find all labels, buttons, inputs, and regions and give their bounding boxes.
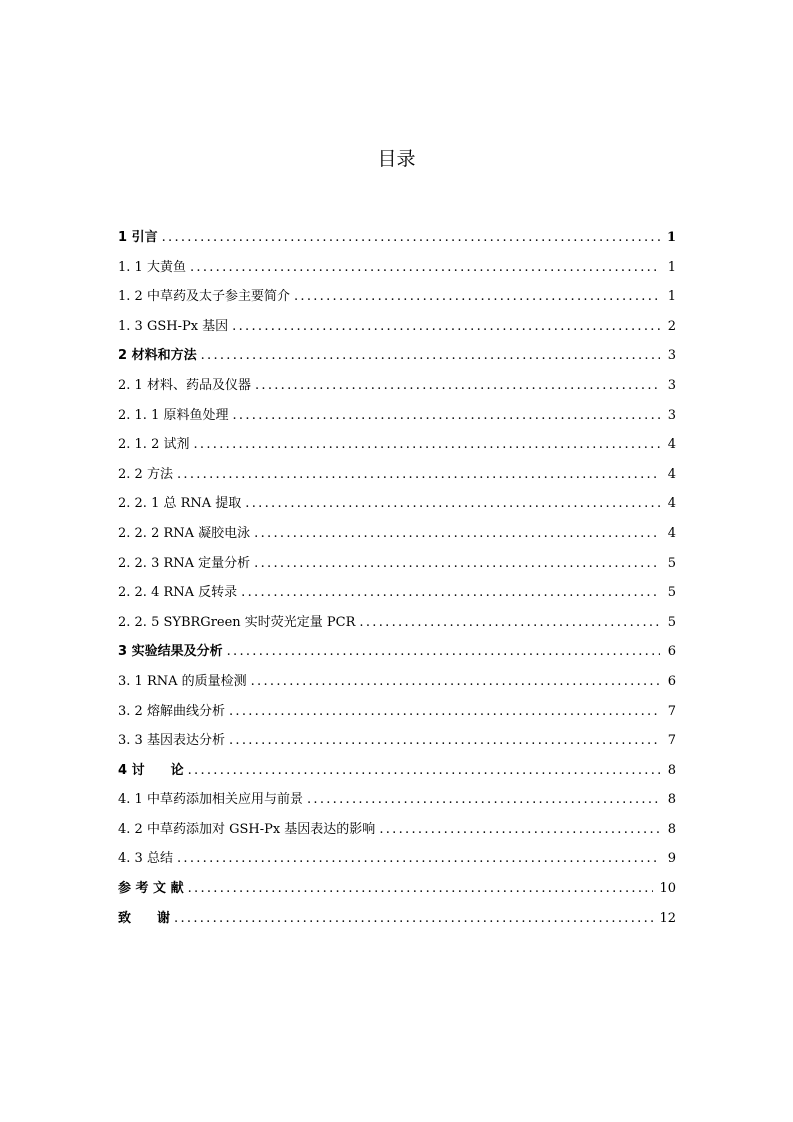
toc-entry-label: 1. 1 大黄鱼: [118, 259, 186, 275]
toc-dot-leader: [193, 434, 660, 456]
toc-entry[interactable]: [118, 760, 676, 790]
toc-entry[interactable]: [118, 612, 676, 642]
toc-entry-page-number: 4: [667, 466, 676, 482]
toc-entry[interactable]: [118, 789, 676, 819]
toc-entry[interactable]: [118, 375, 676, 405]
toc-dot-leader: [188, 760, 660, 782]
toc-entry-label: 2. 2. 4 RNA 反转录: [118, 585, 238, 601]
toc-entry-label: 4. 1 中草药添加相关应用与前景: [118, 792, 303, 808]
toc-entry[interactable]: [118, 819, 676, 849]
toc-entry-label: 4. 3 总结: [118, 851, 173, 867]
toc-entry-label: 2. 1. 1 原料鱼处理: [118, 407, 229, 423]
toc-entry-page-number: 3: [667, 348, 676, 364]
toc-entry[interactable]: [118, 316, 676, 346]
toc-entry[interactable]: [118, 345, 676, 375]
toc-dot-leader: [188, 878, 654, 900]
toc-entry-page-number: 8: [667, 762, 676, 778]
toc-dot-leader: [241, 582, 660, 604]
toc-entry[interactable]: [118, 878, 676, 908]
toc-entry-page-number: 5: [667, 585, 676, 601]
toc-dot-leader: [177, 464, 660, 486]
toc-entry[interactable]: [118, 641, 676, 671]
toc-entry-label: 1 引言: [118, 230, 158, 245]
toc-entry[interactable]: [118, 553, 676, 583]
toc-entry-label: 2 材料和方法: [118, 348, 197, 364]
toc-entry[interactable]: [118, 493, 676, 523]
toc-entry-page-number: 6: [667, 644, 676, 660]
toc-entry-label: 4 讨 论: [118, 762, 184, 778]
toc-entry[interactable]: [118, 405, 676, 435]
toc-dot-leader: [245, 493, 660, 515]
toc-entry[interactable]: [118, 582, 676, 612]
toc-entry-label: 3. 3 基因表达分析: [118, 733, 225, 749]
toc-entry[interactable]: [118, 701, 676, 731]
toc-entry[interactable]: [118, 730, 676, 760]
toc-dot-leader: [359, 612, 660, 634]
toc-dot-leader: [190, 257, 660, 279]
toc-entry[interactable]: [118, 908, 676, 938]
toc-entry-label: 3 实验结果及分析: [118, 644, 223, 660]
toc-entry-page-number: 4: [667, 437, 676, 453]
toc-entry-page-number: 3: [667, 407, 676, 423]
toc-entry-page-number: 6: [667, 673, 676, 689]
toc-entry-label: 2. 2. 5 SYBRGreen 实时荧光定量 PCR: [118, 614, 356, 630]
toc-dot-leader: [379, 819, 660, 841]
toc-entry-label: 1. 3 GSH-Px 基因: [118, 318, 229, 334]
toc-entry-label: 3. 2 熔解曲线分析: [118, 703, 225, 719]
toc-dot-leader: [232, 316, 660, 338]
toc-dot-leader: [254, 523, 660, 545]
toc-entry[interactable]: [118, 848, 676, 878]
toc-entry-label: 致 谢: [118, 910, 171, 926]
toc-entry-page-number: 1: [667, 259, 676, 275]
toc-entry-page-number: 7: [667, 733, 676, 749]
toc-entry-label: 1. 2 中草药及太子参主要简介: [118, 289, 290, 305]
toc-entry-page-number: 2: [667, 318, 676, 334]
toc-entry-label: 2. 2 方法: [118, 466, 173, 482]
toc-dot-leader: [229, 730, 660, 752]
toc-dot-leader: [232, 405, 660, 427]
toc-entry-page-number: 8: [667, 792, 676, 808]
toc-entry[interactable]: [118, 434, 676, 464]
toc-entry[interactable]: [118, 464, 676, 494]
toc-entry-label: 2. 2. 2 RNA 凝胶电泳: [118, 525, 251, 541]
toc-entry[interactable]: [118, 286, 676, 316]
toc-dot-leader: [294, 286, 660, 308]
toc-entry[interactable]: [118, 523, 676, 553]
toc-entry-page-number: 12: [659, 910, 676, 926]
toc-entry[interactable]: [118, 671, 676, 701]
toc-entry-page-number: 9: [667, 851, 676, 867]
toc-entry-label: 2. 2. 1 总 RNA 提取: [118, 496, 242, 512]
toc-dot-leader: [251, 671, 660, 693]
toc-entry-label: 2. 1. 2 试剂: [118, 437, 190, 453]
toc-entry-page-number: 1: [666, 230, 676, 245]
toc-entry-label: 4. 2 中草药添加对 GSH-Px 基因表达的影响: [118, 821, 376, 837]
toc-title: 目录: [377, 148, 416, 170]
toc-dot-leader: [255, 375, 660, 397]
toc-entry-page-number: 4: [667, 525, 676, 541]
toc-dot-leader: [307, 789, 660, 811]
toc-entry-page-number: 4: [667, 496, 676, 512]
toc-dot-leader: [201, 345, 660, 367]
toc-list: [118, 227, 676, 937]
toc-entry-label: 2. 2. 3 RNA 定量分析: [118, 555, 251, 571]
toc-dot-leader: [174, 908, 653, 930]
toc-entry-page-number: 5: [667, 614, 676, 630]
toc-entry[interactable]: [118, 257, 676, 287]
toc-entry-label: 参 考 文 献: [118, 881, 184, 897]
toc-dot-leader: [229, 701, 660, 723]
toc-dot-leader: [254, 553, 660, 575]
toc-entry-page-number: 5: [667, 555, 676, 571]
toc-entry-label: 2. 1 材料、药品及仪器: [118, 377, 251, 393]
toc-entry-page-number: 8: [667, 821, 676, 837]
toc-entry[interactable]: [118, 227, 676, 257]
toc-dot-leader: [177, 848, 660, 870]
toc-entry-page-number: 3: [667, 377, 676, 393]
toc-entry-page-number: 1: [667, 289, 676, 305]
toc-entry-page-number: 10: [659, 881, 676, 897]
toc-entry-page-number: 7: [667, 703, 676, 719]
toc-dot-leader: [162, 227, 660, 249]
toc-dot-leader: [227, 641, 660, 663]
toc-entry-label: 3. 1 RNA 的质量检测: [118, 673, 247, 689]
